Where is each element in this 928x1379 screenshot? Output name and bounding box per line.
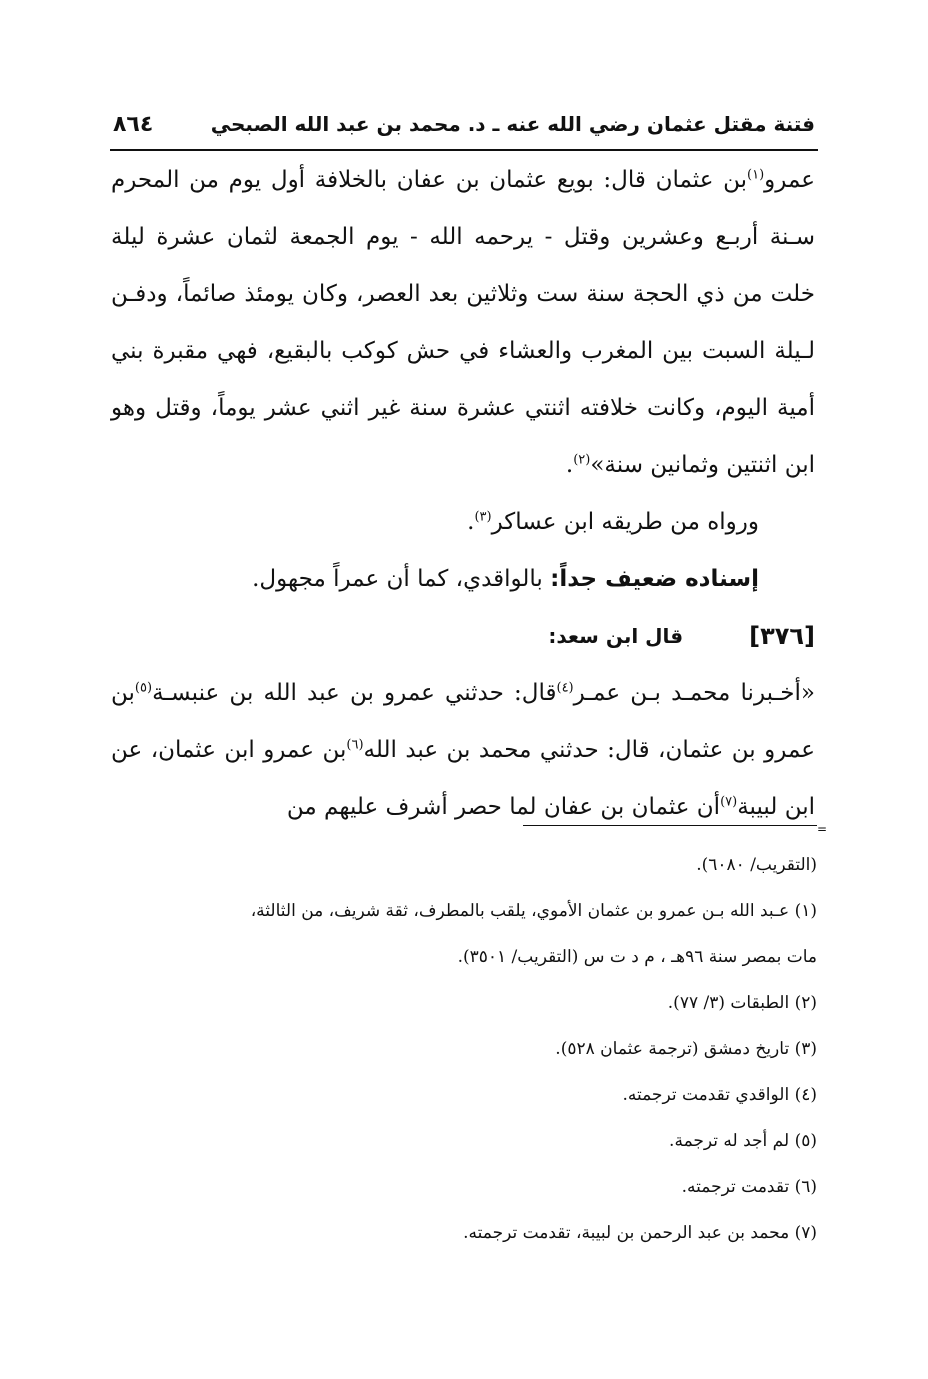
- footnote-ref-6: (٦): [346, 737, 364, 753]
- footnote-1: (١) عـبد الله بـن عمرو بن عثمان الأموي، يلقب بالمطرف، ثقة شريف، من الثالثة، مات بمصر سنة ٩٦هـ ، م د ت س (التقريب/ ٣٥٠١).: [250, 901, 817, 967]
- paragraph-ibn-asakir: ورواه من طريقه ابن عساكر$^{(٣)}$.: [467, 509, 759, 535]
- footnote-ref-4: (٤): [556, 680, 574, 696]
- footnote-5: (٥) لم أجد له ترجمة.: [669, 1131, 817, 1151]
- footnote-carryover: (التقريب/ ٦٠٨٠).: [696, 855, 817, 875]
- paragraph-narration: عمرو$^{(١)}$بن عثمان قال: بويع عثمان بن عفان بالخلافة أول يوم من المحرم سـنة أربـع وعشرين وقتل - يرحمه الله - يوم الجمعة لثمان عشرة ليلة خلت من ذي الحجة سنة ست وثلاثين بعد العصر، وكان يومئذ صائماً، ودفـن لـيلة السبت بين المغرب والعشاء في حش كوكب بالبقيع، فهي مقبرة بني أمية اليوم، وكانت خلافته اثنتي عشرة سنة غير اثني عشر يوماً، وقتل وهو ابن اثنتين وثمانين سنة»$^{(٢)}$.: [111, 167, 815, 478]
- footnote-rule: [523, 825, 817, 826]
- paragraph-ibn-saad: «أخـبرنا محمـد بـن عمـر$^{(٤)}$قال: حدثني عمرو بن عبد الله بن عنبسـة$^{(٥)}$بن عمرو بن عثمان، قال: حدثني محمد بن عبد الله$^{(٦)}$بن عمرو ابن عثمان، عن ابن لبيبة$^{(٧)}$أن عثمان بن عفان لما حصر أشرف عليهم من: [111, 680, 815, 820]
- section-number: [٣٧٦]: [749, 622, 815, 650]
- footnote-ref-3: (٣): [474, 509, 492, 525]
- main-text: [111, 152, 815, 836]
- page-number: ٨٦٤: [113, 111, 154, 137]
- running-header: [113, 104, 815, 144]
- section-title: قال ابن سعد:: [548, 624, 684, 648]
- footnote-ref-7: (٧): [720, 794, 738, 810]
- section-heading: [111, 608, 815, 665]
- isnad-grade-label: إسناده ضعيف جداً:: [550, 566, 759, 592]
- footnotes: [111, 842, 817, 1256]
- paragraph-isnad-grade: إسناده ضعيف جداً: بالواقدي، كما أن عمراً مجهول.: [252, 566, 759, 592]
- footnote-3: (٣) تاريخ دمشق (ترجمة عثمان ٥٢٨).: [555, 1039, 817, 1059]
- footnote-continuation-mark: =: [816, 822, 827, 836]
- footnote-6: (٦) تقدمت ترجمته.: [681, 1177, 817, 1197]
- footnote-4: (٤) الواقدي تقدمت ترجمته.: [622, 1085, 817, 1105]
- header-title: فتنة مقتل عثمان رضي الله عنه ـ د. محمد بن عبد الله الصبحي: [210, 112, 815, 136]
- footnote-7: (٧) محمد بن عبد الرحمن بن لبيبة، تقدمت ترجمته.: [463, 1223, 817, 1243]
- footnote-ref-5: (٥): [134, 680, 153, 696]
- header-rule: [110, 149, 818, 151]
- footnote-2: (٢) الطبقات (٣/ ٧٧).: [667, 993, 817, 1013]
- footnote-ref-2: (٢): [573, 452, 591, 468]
- footnote-ref-1: (١): [747, 167, 765, 183]
